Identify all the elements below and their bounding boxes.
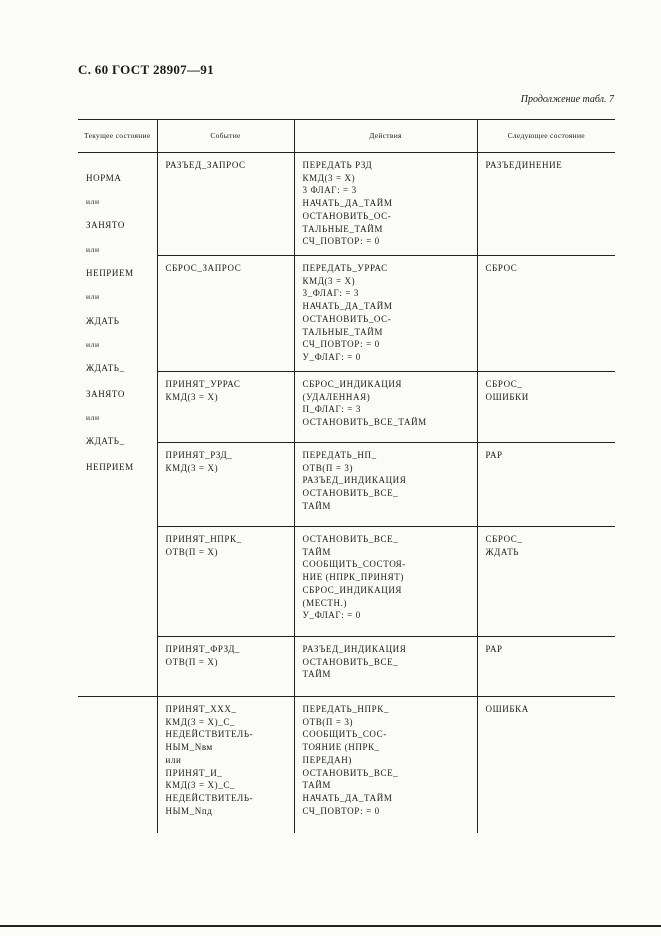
state-connector: или: [86, 292, 100, 302]
table-row: [78, 443, 615, 527]
page-bottom-rule: [0, 925, 661, 927]
event-cell: ПРИНЯТ_ФРЗД_ ОТВ(П = X): [157, 637, 294, 697]
state-item: НОРМА: [86, 172, 122, 183]
actions-cell: СБРОС_ИНДИКАЦИЯ (УДАЛЕННАЯ) П_ФЛАГ: = 3 ОСТАНОВИТЬ_ВСЕ_ТАЙМ: [294, 372, 477, 443]
table-row: [78, 153, 615, 256]
col-header-actions: Действия: [294, 120, 477, 153]
next-state-cell: РАР: [477, 443, 615, 527]
next-state-cell: СБРОС_ ОШИБКИ: [477, 372, 615, 443]
event-cell: ПРИНЯТ_НПРК_ ОТВ(П = X): [157, 527, 294, 637]
state-item: НЕПРИЕМ: [86, 267, 134, 278]
state-transition-table: [78, 119, 615, 833]
table-row: [78, 256, 615, 372]
next-state-cell: СБРОС: [477, 256, 615, 372]
table-row: [78, 372, 615, 443]
current-state-cell: [78, 153, 157, 697]
state-item: ЗАНЯТО: [86, 220, 125, 231]
state-connector: или: [86, 244, 100, 254]
table-header-row: [78, 120, 615, 153]
event-cell: ПРИНЯТ_УРРАС КМД(3 = X): [157, 372, 294, 443]
actions-cell: ОСТАНОВИТЬ_ВСЕ_ ТАЙМ СООБЩИТЬ_СОСТОЯ- НИЕ (НПРК_ПРИНЯТ) СБРОС_ИНДИКАЦИЯ (МЕСТН.) У_ФЛАГ: = 0: [294, 527, 477, 637]
state-item: ЖДАТЬ_: [86, 363, 125, 374]
event-cell: СБРОС_ЗАПРОС: [157, 256, 294, 372]
state-item: ЖДАТЬ: [86, 315, 120, 326]
actions-cell: ПЕРЕДАТЬ РЗД КМД(3 = X) 3 ФЛАГ: = 3 НАЧАТЬ_ДА_ТАЙМ ОСТАНОВИТЬ_ОС- ТАЛЬНЫЕ_ТАЙМ СЧ_ПОВТОР: = 0: [294, 153, 477, 256]
col-header-current-state: Текущее состояние: [78, 120, 157, 153]
state-connector: или: [86, 339, 100, 349]
actions-cell: ПЕРЕДАТЬ_НП_ ОТВ(П = 3) РАЗЪЕД_ИНДИКАЦИЯ ОСТАНОВИТЬ_ВСЕ_ ТАЙМ: [294, 443, 477, 527]
event-cell: РАЗЪЕД_ЗАПРОС: [157, 153, 294, 256]
actions-cell: РАЗЪЕД_ИНДИКАЦИЯ ОСТАНОВИТЬ_ВСЕ_ ТАЙМ: [294, 637, 477, 697]
next-state-cell: СБРОС_ ЖДАТЬ: [477, 527, 615, 637]
state-item: ЗАНЯТО: [86, 388, 125, 399]
state-item: НЕПРИЕМ: [86, 461, 134, 472]
state-item: ЖДАТЬ_: [86, 436, 125, 447]
state-connector: или: [86, 412, 100, 422]
table-row: [78, 637, 615, 697]
page-header: С. 60 ГОСТ 28907—91: [78, 62, 214, 77]
next-state-cell: РАР: [477, 637, 615, 697]
event-cell: ПРИНЯТ_РЗД_ КМД(3 = X): [157, 443, 294, 527]
next-state-cell: ОШИБКА: [477, 697, 615, 833]
state-connector: или: [86, 197, 100, 207]
col-header-next-state: Следующее состояние: [477, 120, 615, 153]
actions-cell: ПЕРЕДАТЬ_НПРК_ ОТВ(П = 3) СООБЩИТЬ_СОС- ТОЯНИЕ (НПРК_ ПЕРЕДАН) ОСТАНОВИТЬ_ВСЕ_ ТАЙМ НАЧАТЬ_ДА_ТАЙМ СЧ_ПОВТОР: = 0: [294, 697, 477, 833]
table-continuation-label: Продолжение табл. 7: [520, 94, 614, 105]
actions-cell: ПЕРЕДАТЬ_УРРАС КМД(3 = X) 3_ФЛАГ: = 3 НАЧАТЬ_ДА_ТАЙМ ОСТАНОВИТЬ_ОС- ТАЛЬНЫЕ_ТАЙМ СЧ_ПОВТОР: = 0 У_ФЛАГ: = 0: [294, 256, 477, 372]
event-cell: ПРИНЯТ_XXX_ КМД(3 = X)_С_ НЕДЕЙСТВИТЕЛЬ- НЫМ_Nвм или ПРИНЯТ_И_ КМД(3 = X)_С_ НЕДЕЙСТВИТЕЛЬ- НЫМ_Nпд: [157, 697, 294, 833]
table-row: [78, 697, 615, 833]
next-state-cell: РАЗЪЕДИНЕНИЕ: [477, 153, 615, 256]
table-row: [78, 527, 615, 637]
col-header-event: Событие: [157, 120, 294, 153]
current-state-cell: [78, 697, 157, 833]
